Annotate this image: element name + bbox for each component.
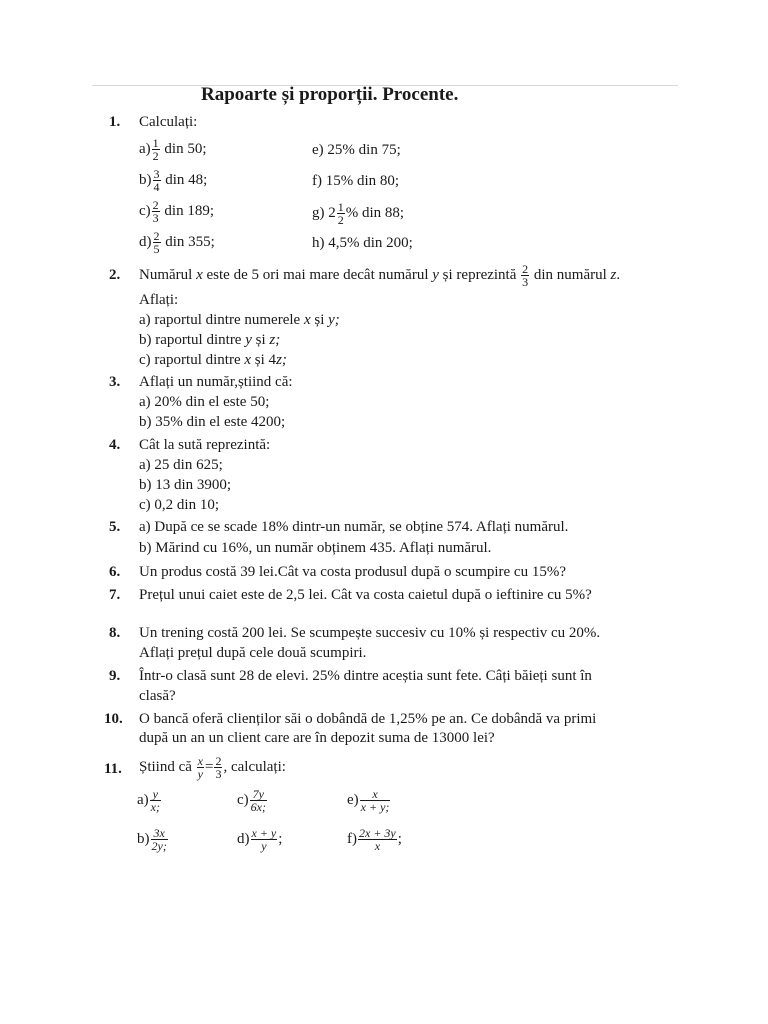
problem-11e-label: e) <box>347 791 359 808</box>
problem-2-statement: Numărul x este de 5 ori mai mare decât numărul y și reprezintă $\frac{2}{3}$ din numărul z. <box>139 262 621 289</box>
problem-11-ratio-xy <box>197 755 204 780</box>
problem-11b-numerator: 3x <box>151 827 168 840</box>
problem-4c: c) 0,2 din 10; <box>139 497 219 513</box>
problem-2-text-a: Numărul <box>139 266 193 283</box>
problem-11-ratio-numerator: x <box>197 754 203 768</box>
problem-1a <box>139 137 207 162</box>
problem-1c-denominator: 3 <box>152 211 159 225</box>
problem-4a: a) 25 din 625; <box>139 457 223 473</box>
problem-11-calc: , calculați: <box>223 758 286 775</box>
problem-1d-numerator: 2 <box>153 229 160 243</box>
problem-11-prompt <box>139 755 286 780</box>
problem-11b <box>137 827 169 852</box>
problem-1a-numerator: 1 <box>152 136 159 150</box>
problem-11d-semicolon: ; <box>278 830 283 847</box>
problem-2a-text: a) raportul dintre numerele <box>139 312 301 328</box>
problem-1b-denominator: 4 <box>153 180 160 194</box>
problem-1b-text: din 48; <box>165 171 208 188</box>
problem-11d-numerator: x + y <box>251 826 277 840</box>
problem-9-line-1: Într-o clasă sunt 28 de elevi. 25% dintre aceștia sunt fete. Câți băieți sunt în <box>139 668 592 684</box>
problem-2c <box>139 351 287 369</box>
problem-5a: a) După ce se scade 18% dintr-un număr, se obține 574. Aflați numărul. <box>139 519 569 535</box>
problem-1e: e) 25% din 75; <box>312 142 401 158</box>
problem-11d <box>237 827 282 852</box>
problem-1g-label: g) 2 <box>312 204 336 221</box>
problem-3-prompt: Aflați un număr,știind că: <box>139 374 293 390</box>
problem-1b-label: b) <box>139 171 152 188</box>
problem-11e-fraction <box>360 788 391 813</box>
problem-10-line-2: după un an un client care are în depozit suma de 13000 lei? <box>139 730 495 746</box>
problem-1g-fraction <box>337 201 345 226</box>
problem-2c-text: c) raportul dintre <box>139 352 241 368</box>
problem-1a-text: din 50; <box>164 140 207 157</box>
problem-1b-fraction <box>153 168 161 193</box>
problem-11f <box>347 827 402 852</box>
problem-3a: a) 20% din el este 50; <box>139 394 270 410</box>
problem-2-text-d: din numărul <box>533 266 607 283</box>
problem-11f-numerator: 2x + 3y <box>359 826 396 840</box>
problem-4-number: 4. <box>109 437 121 453</box>
problem-2b <box>139 331 280 349</box>
problem-1g <box>312 201 404 226</box>
problem-2-number: 2. <box>109 267 121 283</box>
var-y: y <box>245 332 252 348</box>
problem-11-equals: = <box>205 758 214 775</box>
problem-11f-fraction <box>358 827 397 852</box>
problem-7-number: 7. <box>109 587 121 603</box>
problem-11d-denominator: y <box>261 839 267 853</box>
problem-11f-denominator: x <box>374 839 381 853</box>
problem-2c-and: și 4 <box>254 352 277 368</box>
problem-1d <box>139 230 215 255</box>
problem-1c-fraction <box>152 199 160 224</box>
problem-2-denominator: 3 <box>522 275 529 289</box>
problem-11a-denominator: x; <box>150 800 160 814</box>
problem-11a-numerator: y <box>150 788 161 801</box>
problem-1a-fraction <box>152 137 160 162</box>
page-title: Rapoarte și proporții. Procente. <box>201 84 459 105</box>
problem-1-prompt: Calculați: <box>139 114 198 130</box>
problem-11c <box>237 788 268 813</box>
problem-11-ratio-value <box>214 755 222 780</box>
problem-8-number: 8. <box>109 625 121 641</box>
problem-11f-label: f) <box>347 830 357 847</box>
problem-1d-denominator: 5 <box>153 242 160 256</box>
problem-10-number: 10. <box>104 711 123 727</box>
problem-2b-and: și <box>255 332 266 348</box>
problem-2-numerator: 2 <box>522 262 529 276</box>
problem-9-line-2: clasă? <box>139 688 176 704</box>
problem-11b-fraction <box>151 827 168 852</box>
problem-3b: b) 35% din el este 4200; <box>139 414 286 430</box>
problem-1d-label: d) <box>139 233 152 250</box>
var-z: z <box>610 266 617 283</box>
problem-4-prompt: Cât la sută reprezintă: <box>139 437 271 453</box>
problem-2-fraction <box>521 263 529 288</box>
problem-11-value-denominator: 3 <box>215 767 222 781</box>
problem-1b <box>139 168 207 193</box>
problem-6-number: 6. <box>109 564 121 580</box>
problem-11c-denominator: 6x; <box>250 800 266 814</box>
problem-11-number: 11. <box>104 761 122 777</box>
var-z: z; <box>269 332 281 348</box>
problem-11e-denominator: x + y; <box>360 800 390 814</box>
var-y: y <box>432 266 439 283</box>
problem-1b-numerator: 3 <box>153 167 160 181</box>
problem-1g-text: % din 88; <box>345 204 405 221</box>
problem-10-line-1: O bancă oferă clienților săi o dobândă de 1,25% pe an. Ce dobândă va primi <box>139 711 597 727</box>
problem-11-ratio-denominator: y <box>197 767 203 781</box>
problem-9-number: 9. <box>109 668 121 684</box>
problem-11c-numerator: 7y <box>250 788 267 801</box>
problem-11b-label: b) <box>137 830 150 847</box>
problem-1g-denominator: 2 <box>337 213 344 227</box>
problem-11b-denominator: 2y; <box>151 839 167 853</box>
problem-1g-numerator: 1 <box>337 200 344 214</box>
problem-11a-label: a) <box>137 791 149 808</box>
problem-5b: b) Mărind cu 16%, un număr obținem 435. Aflați numărul. <box>139 540 492 556</box>
problem-11c-label: c) <box>237 791 249 808</box>
problem-7-text: Prețul unui caiet este de 2,5 lei. Cât va costa caietul după o ieftinire cu 5%? <box>139 587 592 603</box>
problem-11-value-numerator: 2 <box>215 754 222 768</box>
problem-1d-text: din 355; <box>165 233 215 250</box>
problem-6-text: Un produs costă 39 lei.Cât va costa produsul după o scumpire cu 15%? <box>139 564 566 580</box>
problem-11e-numerator: x <box>360 788 391 801</box>
var-x: x <box>244 352 252 368</box>
var-y: y; <box>328 312 340 328</box>
problem-2-text-b: este de 5 ori mai mare decât numărul <box>206 266 429 283</box>
problem-2b-text: b) raportul dintre <box>139 332 242 348</box>
problem-3-number: 3. <box>109 374 121 390</box>
problem-11d-fraction <box>251 827 278 852</box>
problem-8-line-1: Un trening costă 200 lei. Se scumpește succesiv cu 10% și respectiv cu 20%. <box>139 625 601 641</box>
problem-8-line-2: Aflați prețul după cele două scumpiri. <box>139 645 367 661</box>
problem-2a <box>139 311 340 329</box>
var-z: z; <box>276 352 287 368</box>
problem-11a-fraction <box>150 788 161 813</box>
problem-5-number: 5. <box>109 519 121 535</box>
var-x: x <box>196 266 203 283</box>
problem-11c-fraction <box>250 788 267 813</box>
problem-1c <box>139 199 214 224</box>
var-x: x <box>303 312 311 328</box>
problem-2-aflati: Aflați: <box>139 292 179 308</box>
problem-11f-semicolon: ; <box>397 830 402 847</box>
problem-1c-label: c) <box>139 202 151 219</box>
problem-1f: f) 15% din 80; <box>312 173 400 189</box>
problem-11-text: Știind că <box>139 758 192 775</box>
problem-11a <box>137 788 162 813</box>
problem-1d-fraction <box>153 230 161 255</box>
problem-1a-label: a) <box>139 140 151 157</box>
problem-2a-and: și <box>314 312 325 328</box>
problem-1c-numerator: 2 <box>152 198 159 212</box>
problem-1c-text: din 189; <box>164 202 214 219</box>
problem-1h: h) 4,5% din 200; <box>312 235 413 251</box>
problem-11e <box>347 788 391 813</box>
problem-2-text-c: și reprezintă <box>442 266 517 283</box>
problem-4b: b) 13 din 3900; <box>139 477 232 493</box>
problem-1a-denominator: 2 <box>152 149 159 163</box>
problem-11d-label: d) <box>237 830 250 847</box>
problem-1-number: 1. <box>109 114 121 130</box>
